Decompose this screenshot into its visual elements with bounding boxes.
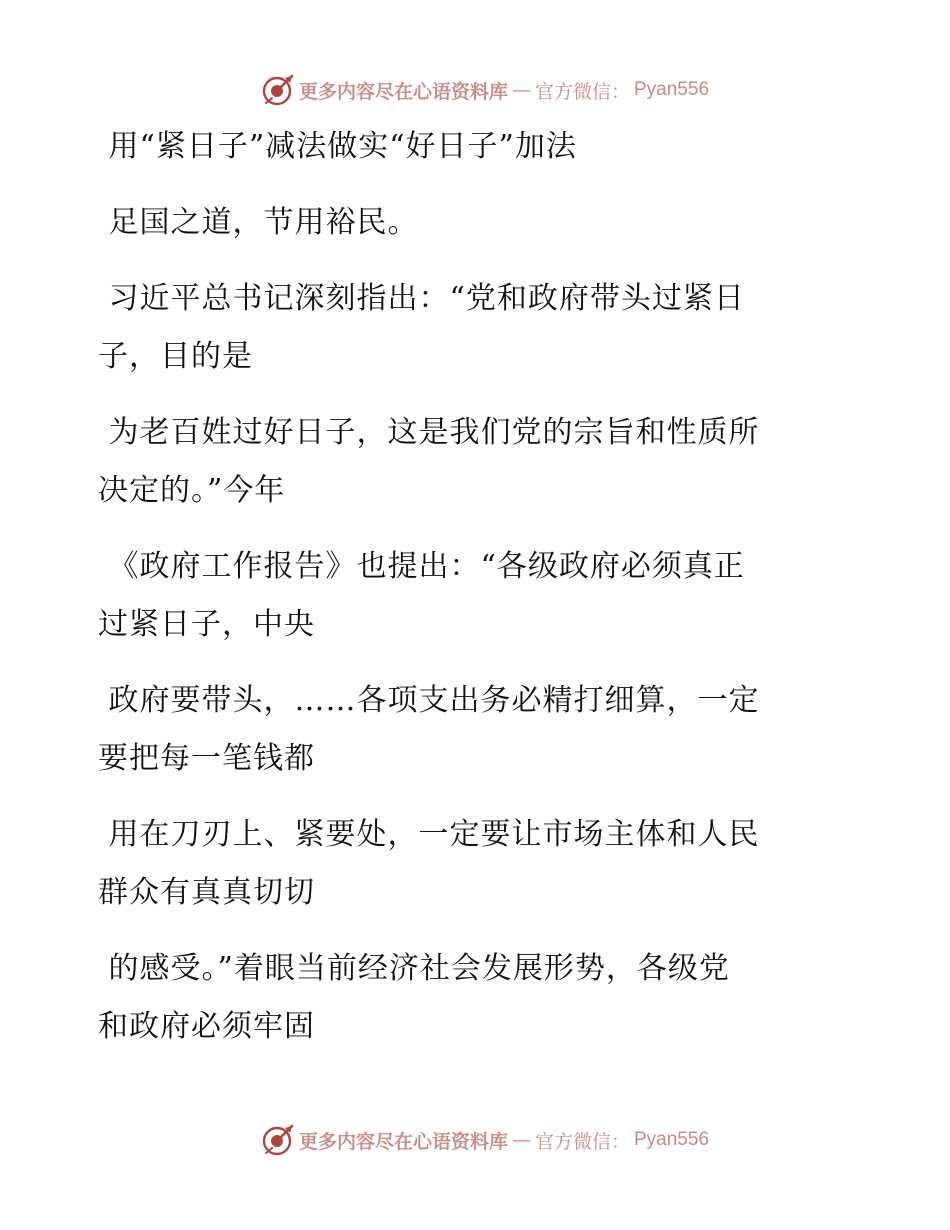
footer-banner-wechat-label: 官方微信： bbox=[534, 1130, 630, 1153]
paragraph-7: 的感受。”着眼当前经济社会发展形势，各级党 和政府必须牢固 bbox=[98, 951, 730, 1044]
footer-banner bbox=[0, 1120, 950, 1160]
paragraph-2: 习近平总书记深刻指出：“党和政府带头过紧日 子，目的是 bbox=[98, 281, 745, 374]
header-banner-content bbox=[261, 73, 709, 107]
document-title: 用“紧日子”减法做实“好日子”加法 bbox=[98, 129, 577, 164]
paragraph-5: 政府要带头，……各项支出务必精打细算，一定 要把每一笔钱都 bbox=[98, 683, 760, 776]
header-banner-wechat-id: Pyan556 bbox=[634, 79, 710, 100]
footer-banner-title: 更多内容尽在心语资料库 bbox=[298, 1130, 508, 1153]
paragraph-3: 为老百姓过好日子，这是我们党的宗旨和性质所 决定的。”今年 bbox=[98, 415, 760, 508]
footer-banner-wechat-id: Pyan556 bbox=[634, 1129, 710, 1150]
header-banner-separator: — bbox=[511, 79, 531, 101]
paragraph-4: 《政府工作报告》也提出：“各级政府必须真正 过紧日子，中央 bbox=[98, 549, 745, 642]
header-banner-title: 更多内容尽在心语资料库 bbox=[298, 80, 508, 103]
footer-banner-content bbox=[261, 1123, 709, 1157]
document-body bbox=[98, 118, 828, 1074]
footer-banner-separator: — bbox=[511, 1129, 531, 1151]
quill-seal-logo-icon bbox=[261, 73, 295, 107]
paragraph-1: 足国之道，节用裕民。 bbox=[98, 205, 419, 240]
header-banner-wechat-label: 官方微信： bbox=[534, 80, 630, 103]
quill-seal-logo-icon bbox=[261, 1123, 295, 1157]
paragraph-6: 用在刀刃上、紧要处，一定要让市场主体和人民 群众有真真切切 bbox=[98, 817, 760, 910]
header-banner bbox=[0, 70, 950, 110]
